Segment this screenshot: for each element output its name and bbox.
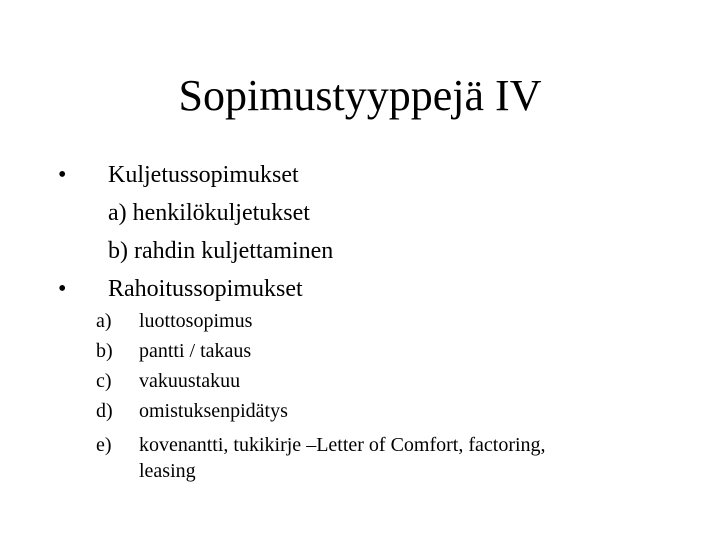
sublist-letter: c) [96,370,112,392]
bullet-text-rahoitussopimukset: Rahoitussopimukset [108,276,303,302]
bullet-subline: a) henkilökuljetukset [108,200,310,226]
sublist-item-continuation: leasing [139,460,196,482]
sublist-item: kovenantti, tukikirje –Letter of Comfort, factoring, [139,434,546,456]
bullet-marker: • [58,162,67,188]
sublist-letter: d) [96,400,113,422]
sublist-letter: a) [96,310,112,332]
sublist-item: luottosopimus [139,310,253,332]
sublist-item: vakuustakuu [139,370,241,392]
slide-title: Sopimustyyppejä IV [178,71,542,120]
bullet-text-kuljetussopimukset: Kuljetussopimukset [108,162,299,188]
sublist-item: pantti / takaus [139,340,252,362]
sublist-letter: b) [96,340,113,362]
bullet-marker: • [58,276,67,302]
bullet-subline: b) rahdin kuljettaminen [108,238,334,264]
sublist-letter: e) [96,434,112,456]
sublist-item: omistuksenpidätys [139,400,288,422]
